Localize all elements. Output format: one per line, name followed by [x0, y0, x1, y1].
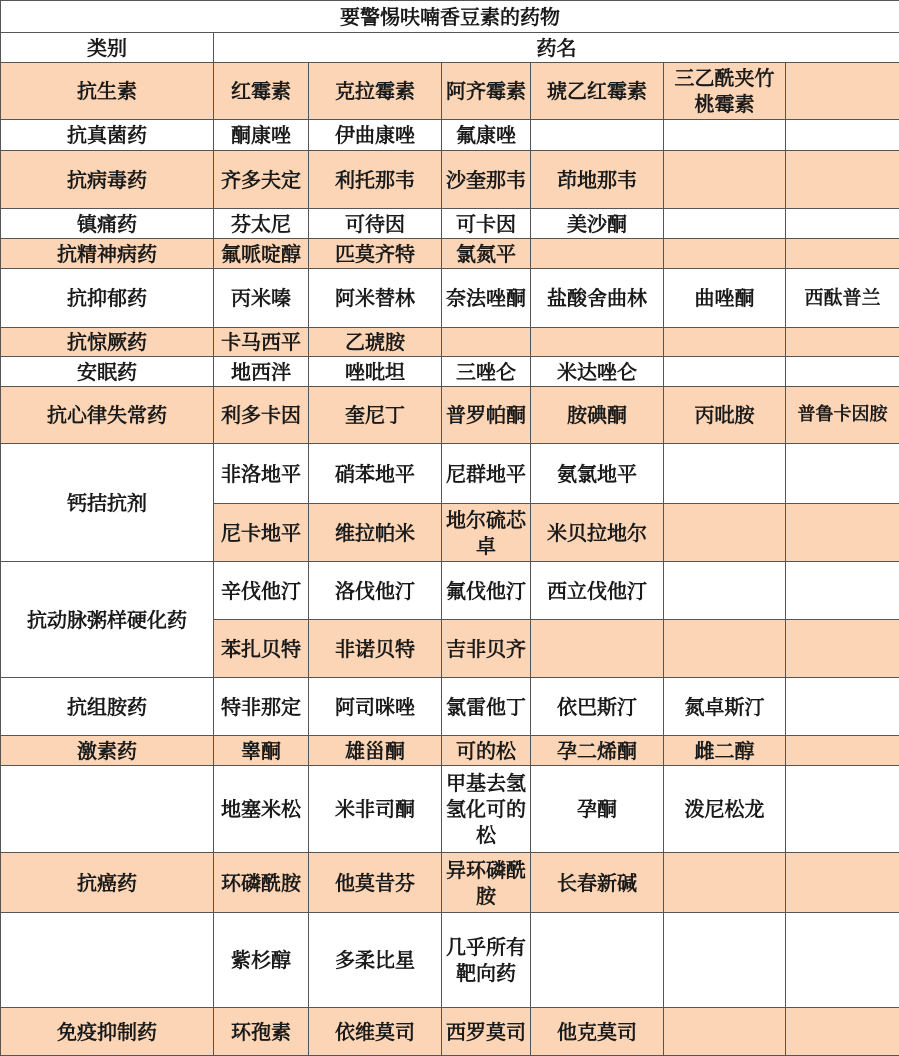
drug-cell [786, 151, 899, 209]
drug-cell [664, 562, 786, 620]
drug-cell [531, 120, 664, 151]
drug-cell: 芬太尼 [214, 209, 309, 239]
drug-cell [786, 328, 899, 357]
drug-cell: 苯扎贝特 [214, 620, 309, 678]
drug-cell: 氨氯地平 [531, 444, 664, 504]
drug-cell [786, 853, 899, 913]
table-row [1, 736, 899, 766]
drug-cell [786, 357, 899, 387]
drug-cell: 雄甾酮 [309, 736, 442, 766]
drug-cell [664, 620, 786, 678]
drug-cell: 非洛地平 [214, 444, 309, 504]
table-row [1, 913, 899, 1008]
drug-cell: 唑吡坦 [309, 357, 442, 387]
drug-cell: 阿齐霉素 [442, 63, 531, 120]
drug-cell: 几乎所有靶向药 [442, 913, 531, 1008]
drug-cell: 依巴斯汀 [531, 678, 664, 736]
category-cell: 抗心律失常药 [1, 387, 214, 444]
table-row [1, 562, 899, 620]
drug-cell: 酮康唑 [214, 120, 309, 151]
drug-cell: 尼卡地平 [214, 504, 309, 562]
drug-cell [786, 620, 899, 678]
drug-cell: 洛伐他汀 [309, 562, 442, 620]
drug-cell [664, 913, 786, 1008]
category-cell [1, 766, 214, 853]
drug-cell [786, 120, 899, 151]
table-row [1, 151, 899, 209]
drug-cell: 氮卓斯汀 [664, 678, 786, 736]
drug-cell: 卡马西平 [214, 328, 309, 357]
drug-cell [664, 209, 786, 239]
drug-cell: 孕酮 [531, 766, 664, 853]
table-row [1, 63, 899, 120]
drug-cell: 地塞米松 [214, 766, 309, 853]
drug-cell [786, 63, 899, 120]
drug-cell: 环孢素 [214, 1008, 309, 1056]
drug-cell [531, 620, 664, 678]
table-title: 要警惕呋喃香豆素的药物 [1, 1, 899, 33]
drug-cell: 雌二醇 [664, 736, 786, 766]
drug-cell [664, 239, 786, 269]
category-cell: 激素药 [1, 736, 214, 766]
drug-cell: 地尔硫芯卓 [442, 504, 531, 562]
drug-cell: 可的松 [442, 736, 531, 766]
drug-cell [664, 151, 786, 209]
drug-cell: 特非那定 [214, 678, 309, 736]
drug-cell [786, 766, 899, 853]
drug-cell: 奈法唑酮 [442, 269, 531, 328]
header-drug-name: 药名 [214, 33, 899, 63]
category-cell: 抗精神病药 [1, 239, 214, 269]
drug-cell [786, 678, 899, 736]
drug-cell: 齐多夫定 [214, 151, 309, 209]
category-cell: 钙拮抗剂 [1, 444, 214, 562]
drug-cell [531, 239, 664, 269]
drug-cell [442, 328, 531, 357]
drug-cell: 利多卡因 [214, 387, 309, 444]
drug-cell: 长春新碱 [531, 853, 664, 913]
drug-cell: 阿米替林 [309, 269, 442, 328]
table-row [1, 328, 899, 357]
drug-cell: 丙吡胺 [664, 387, 786, 444]
drug-cell: 地西泮 [214, 357, 309, 387]
drug-cell: 匹莫齐特 [309, 239, 442, 269]
table-row [1, 444, 899, 504]
drug-cell [664, 444, 786, 504]
category-cell: 抗生素 [1, 63, 214, 120]
category-cell: 免疫抑制药 [1, 1008, 214, 1056]
drug-cell: 可待因 [309, 209, 442, 239]
drug-cell: 氟伐他汀 [442, 562, 531, 620]
drug-cell [786, 239, 899, 269]
drug-cell: 胺碘酮 [531, 387, 664, 444]
drug-cell: 孕二烯酮 [531, 736, 664, 766]
drug-cell [664, 504, 786, 562]
table-row [1, 678, 899, 736]
table-row [1, 120, 899, 151]
category-cell: 抗组胺药 [1, 678, 214, 736]
table-row [1, 209, 899, 239]
drug-cell: 普罗帕酮 [442, 387, 531, 444]
drug-cell: 乙琥胺 [309, 328, 442, 357]
drug-cell [786, 913, 899, 1008]
drug-cell [786, 736, 899, 766]
drug-cell [786, 1008, 899, 1056]
drug-cell: 丙米嗪 [214, 269, 309, 328]
drug-cell: 普鲁卡因胺 [786, 387, 899, 444]
drug-cell: 他莫昔芬 [309, 853, 442, 913]
drug-cell: 米非司酮 [309, 766, 442, 853]
drug-cell: 依维莫司 [309, 1008, 442, 1056]
drug-cell: 美沙酮 [531, 209, 664, 239]
category-cell: 抗病毒药 [1, 151, 214, 209]
category-cell: 安眠药 [1, 357, 214, 387]
drug-cell [664, 357, 786, 387]
category-cell: 镇痛药 [1, 209, 214, 239]
category-cell: 抗动脉粥样硬化药 [1, 562, 214, 678]
drug-cell: 睾酮 [214, 736, 309, 766]
drug-cell: 三唑仑 [442, 357, 531, 387]
drug-cell: 氯雷他丁 [442, 678, 531, 736]
drug-cell: 他克莫司 [531, 1008, 664, 1056]
drug-cell: 茚地那韦 [531, 151, 664, 209]
drug-cell: 异环磷酰胺 [442, 853, 531, 913]
drug-cell: 氟哌啶醇 [214, 239, 309, 269]
drug-cell: 硝苯地平 [309, 444, 442, 504]
drug-cell: 盐酸舍曲林 [531, 269, 664, 328]
category-cell: 抗真菌药 [1, 120, 214, 151]
drug-cell: 维拉帕米 [309, 504, 442, 562]
drug-cell [664, 1008, 786, 1056]
category-cell: 抗抑郁药 [1, 269, 214, 328]
drug-cell: 阿司咪唑 [309, 678, 442, 736]
drug-cell: 可卡因 [442, 209, 531, 239]
table-row [1, 853, 899, 913]
table-row [1, 766, 899, 853]
drug-cell: 氯氮平 [442, 239, 531, 269]
drug-cell: 曲唑酮 [664, 269, 786, 328]
drug-cell [531, 913, 664, 1008]
drug-cell [786, 562, 899, 620]
drug-cell: 沙奎那韦 [442, 151, 531, 209]
drug-cell: 环磷酰胺 [214, 853, 309, 913]
drug-cell [664, 120, 786, 151]
drug-cell: 氟康唑 [442, 120, 531, 151]
drug-cell: 多柔比星 [309, 913, 442, 1008]
drug-cell: 西酞普兰 [786, 269, 899, 328]
drug-cell: 克拉霉素 [309, 63, 442, 120]
drug-cell: 利托那韦 [309, 151, 442, 209]
drug-cell [664, 328, 786, 357]
drug-cell [786, 209, 899, 239]
drug-cell: 尼群地平 [442, 444, 531, 504]
drug-cell: 辛伐他汀 [214, 562, 309, 620]
drug-cell: 西立伐他汀 [531, 562, 664, 620]
drug-cell: 吉非贝齐 [442, 620, 531, 678]
drug-cell: 西罗莫司 [442, 1008, 531, 1056]
drug-cell [786, 444, 899, 504]
drug-cell: 紫杉醇 [214, 913, 309, 1008]
drug-cell: 奎尼丁 [309, 387, 442, 444]
drug-cell [531, 328, 664, 357]
drug-cell: 琥乙红霉素 [531, 63, 664, 120]
drug-cell: 非诺贝特 [309, 620, 442, 678]
drug-cell [786, 504, 899, 562]
drug-cell: 泼尼松龙 [664, 766, 786, 853]
table-row [1, 357, 899, 387]
drug-cell: 伊曲康唑 [309, 120, 442, 151]
table-row [1, 1008, 899, 1056]
category-cell [1, 913, 214, 1008]
drug-cell: 米达唑仑 [531, 357, 664, 387]
category-cell: 抗惊厥药 [1, 328, 214, 357]
table-row [1, 269, 899, 328]
table-row [1, 387, 899, 444]
category-cell: 抗癌药 [1, 853, 214, 913]
drug-cell: 红霉素 [214, 63, 309, 120]
table-row [1, 239, 899, 269]
drug-cell: 三乙酰夹竹桃霉素 [664, 63, 786, 120]
drug-cell: 米贝拉地尔 [531, 504, 664, 562]
drug-cell [664, 853, 786, 913]
header-category: 类别 [1, 33, 214, 63]
drug-cell: 甲基去氢氢化可的松 [442, 766, 531, 853]
